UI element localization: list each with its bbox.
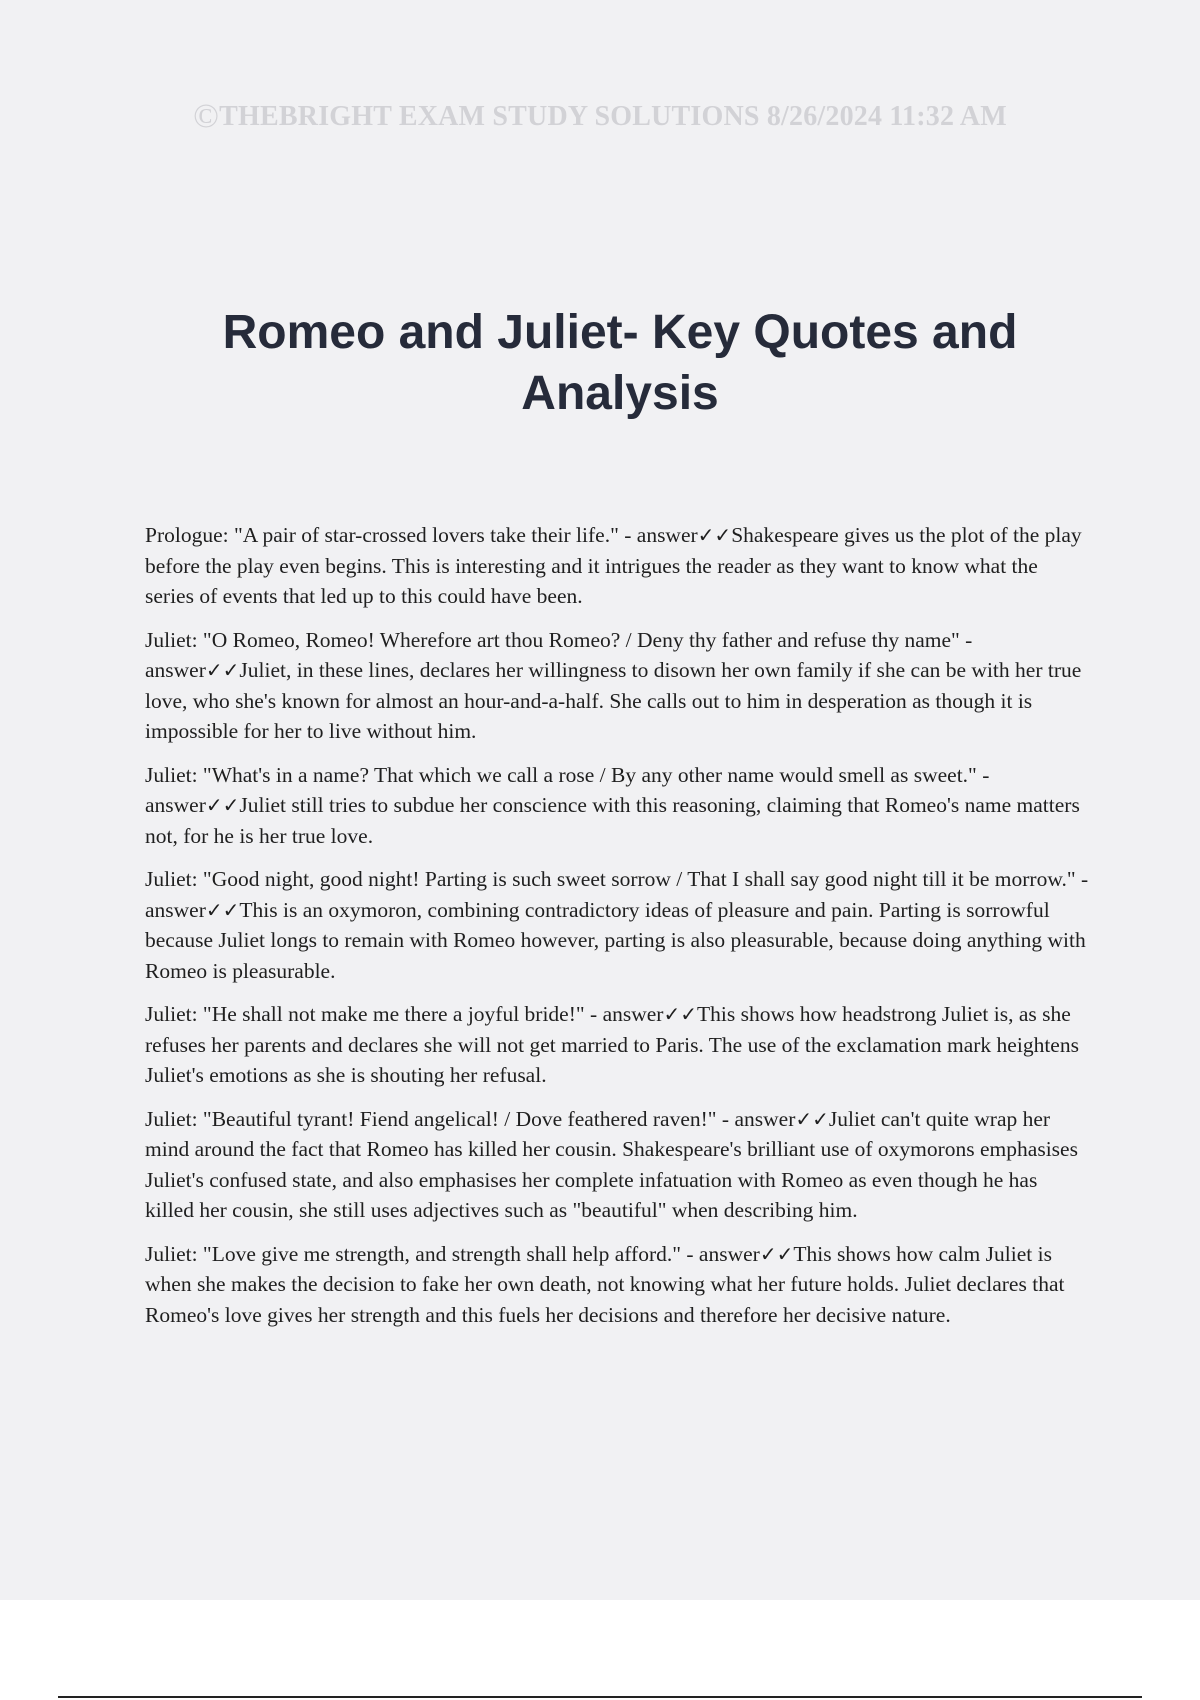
quote-question: Juliet: "O Romeo, Romeo! Wherefore art thou Romeo? / Deny thy father and refuse thy name" - answer bbox=[145, 627, 973, 682]
quote-answer: This shows how headstrong Juliet is, as she refuses her parents and declares she will not get married to Paris. The use of the exclamation mark heightens Juliet's emotions as she is shouting her refusal. bbox=[145, 1002, 1079, 1087]
quote-answer: This is an oxymoron, combining contradictory ideas of pleasure and pain. Parting is sorrowful because Juliet longs to remain with Romeo however, parting is also pleasurable, because doing anything with Romeo is pleasurable. bbox=[145, 897, 1086, 983]
quote-answer: Juliet can't quite wrap her mind around the fact that Romeo has killed her cousin. Shakespeare's brilliant use of oxymorons emphasises Juliet's confused state, and also emphasises her complete infatuation with Romeo as even though he has killed her cousin, she still uses adjectives such as "beautiful" when describing him. bbox=[145, 1106, 1078, 1222]
quote-answer: Shakespeare gives us the plot of the play before the play even begins. This is interesting and it intrigues the reader as they want to know what the series of events that led up to this could have been. bbox=[145, 523, 1082, 608]
quote-entry bbox=[145, 625, 1090, 747]
check-icon: ✓✓ bbox=[697, 523, 732, 547]
footer-divider bbox=[58, 1696, 1142, 1698]
watermark bbox=[0, 98, 1200, 136]
quote-answer: This shows how calm Juliet is when she makes the decision to fake her own death, not knowing what her future holds. Juliet declares that Romeo's love gives her strength and this fuels her decisions and therefore her decisive nature. bbox=[145, 1241, 1065, 1327]
check-icon: ✓✓ bbox=[205, 658, 240, 682]
quote-list bbox=[145, 520, 1090, 1343]
check-icon: ✓✓ bbox=[663, 1002, 697, 1026]
watermark-text: THEBRIGHT EXAM STUDY SOLUTIONS 8/26/2024 11:32 AM bbox=[219, 101, 1007, 132]
check-icon: ✓✓ bbox=[205, 897, 240, 922]
check-icon: ✓✓ bbox=[759, 1241, 794, 1266]
check-icon: ✓✓ bbox=[795, 1106, 829, 1131]
quote-entry bbox=[145, 1104, 1090, 1226]
quote-question: Juliet: "He shall not make me there a joyful bride!" - answer bbox=[145, 1002, 664, 1026]
quote-entry bbox=[145, 1239, 1090, 1331]
copyright-icon: © bbox=[193, 98, 220, 135]
quote-question: Juliet: "Beautiful tyrant! Fiend angelical! / Dove feathered raven!" - answer bbox=[145, 1106, 796, 1131]
quote-entry bbox=[145, 520, 1090, 612]
quote-entry bbox=[145, 999, 1090, 1091]
quote-question: Juliet: "What's in a name? That which we call a rose / By any other name would smell as sweet." - answer bbox=[145, 762, 990, 817]
quote-answer: Juliet, in these lines, declares her willingness to disown her own family if she can be with her true love, who she's known for almost an hour-and-a-half. She calls out to him in desperation as though it is impossible for her to live without him. bbox=[145, 658, 1082, 743]
quote-question: Juliet: "Love give me strength, and strength shall help afford." - answer bbox=[145, 1241, 760, 1266]
quote-question: Prologue: "A pair of star-crossed lovers take their life." - answer bbox=[145, 523, 698, 547]
quote-entry bbox=[145, 864, 1090, 986]
quote-entry bbox=[145, 760, 1090, 852]
quote-answer: Juliet still tries to subdue her conscience with this reasoning, claiming that Romeo's name matters not, for he is her true love. bbox=[145, 793, 1080, 848]
document-title: Romeo and Juliet- Key Quotes and Analysis bbox=[222, 306, 1018, 420]
quote-question: Juliet: "Good night, good night! Parting is such sweet sorrow / That I shall say good night till it be morrow." - answer bbox=[145, 867, 1089, 922]
check-icon: ✓✓ bbox=[205, 793, 240, 817]
